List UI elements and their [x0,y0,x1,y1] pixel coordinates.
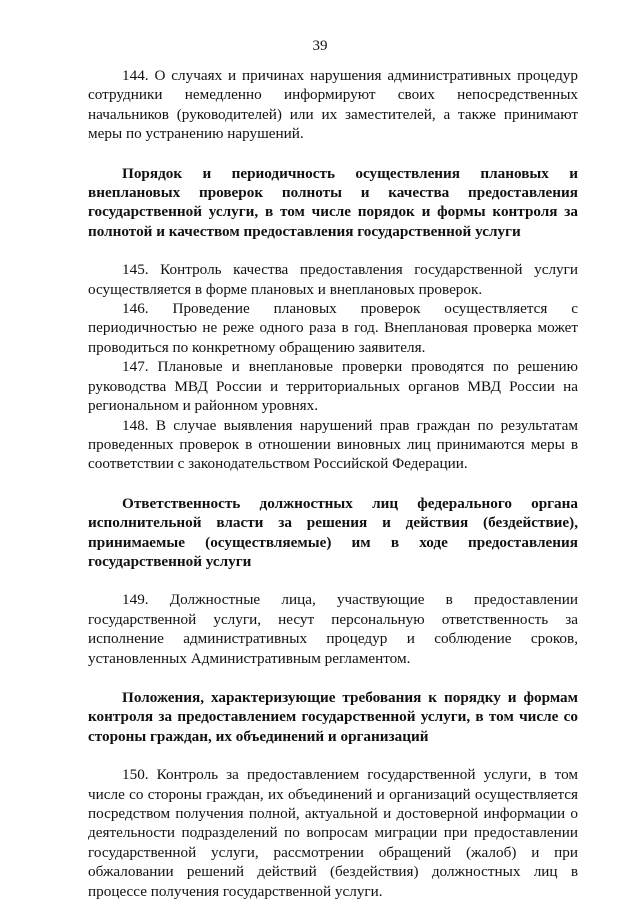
paragraph-149: 149. Должностные лица, участвующие в предоставлении государственной услуги, несут персональную ответственность за исполнение административных процедур и соблюдение сроков, установленных Административным регламентом. [88,591,578,667]
section-heading-control-requirements: Положения, характеризующие требования к порядку и формам контроля за предоставлением государственной услуги, в том числе со стороны граждан, их объединений и организаций [88,688,578,745]
section-heading-inspections: Порядок и периодичность осуществления плановых и внеплановых проверок полноты и качества предоставления государственной услуги, в том числе порядок и формы контроля за полнотой и качеством предоставления государственной услуги [88,164,578,240]
spacer [88,241,578,260]
paragraph-147: 147. Плановые и внеплановые проверки проводятся по решению руководства МВД России и территориальных органов МВД России на региональном и районном уровнях. [88,358,578,415]
paragraph-144: 144. О случаях и причинах нарушения административных процедур сотрудники немедленно информируют своих непосредственных начальников (руководителей) или их заместителей, а также принимают меры по устранению нарушений. [88,67,578,143]
section-heading-responsibility: Ответственность должностных лиц федерального органа исполнительной власти за решения и действия (бездействие), принимаемые (осуществляемые) им в ходе предоставления государственной услуги [88,494,578,570]
paragraph-150: 150. Контроль за предоставлением государственной услуги, в том числе со стороны граждан, их объединений и организаций осуществляется посредством получения полной, актуальной и достоверной информации о деятельности подразделений по вопросам миграции при предоставлении государственной услуги, рассмотрении обращений (жалоб) и при обжаловании решений действий (бездействия) должностных лиц в процессе получения государственной услуги. [88,766,578,900]
spacer [88,571,578,590]
spacer [88,144,578,164]
spacer [88,746,578,765]
paragraph-146: 146. Проведение плановых проверок осуществляется с периодичностью не реже одного раза в год. Внеплановая проверка может проводиться по конкретному обращению заявителя. [88,300,578,356]
paragraph-145: 145. Контроль качества предоставления государственной услуги осуществляется в форме плановых и внеплановых проверок. [88,261,578,298]
spacer [88,668,578,688]
paragraph-148: 148. В случае выявления нарушений прав граждан по результатам проведенных проверок в отношении виновных лиц принимаются меры в соответствии с законодательством Российской Федерации. [88,416,578,473]
document-body [88,66,578,901]
spacer [88,474,578,494]
page-number: 39 [312,38,328,54]
